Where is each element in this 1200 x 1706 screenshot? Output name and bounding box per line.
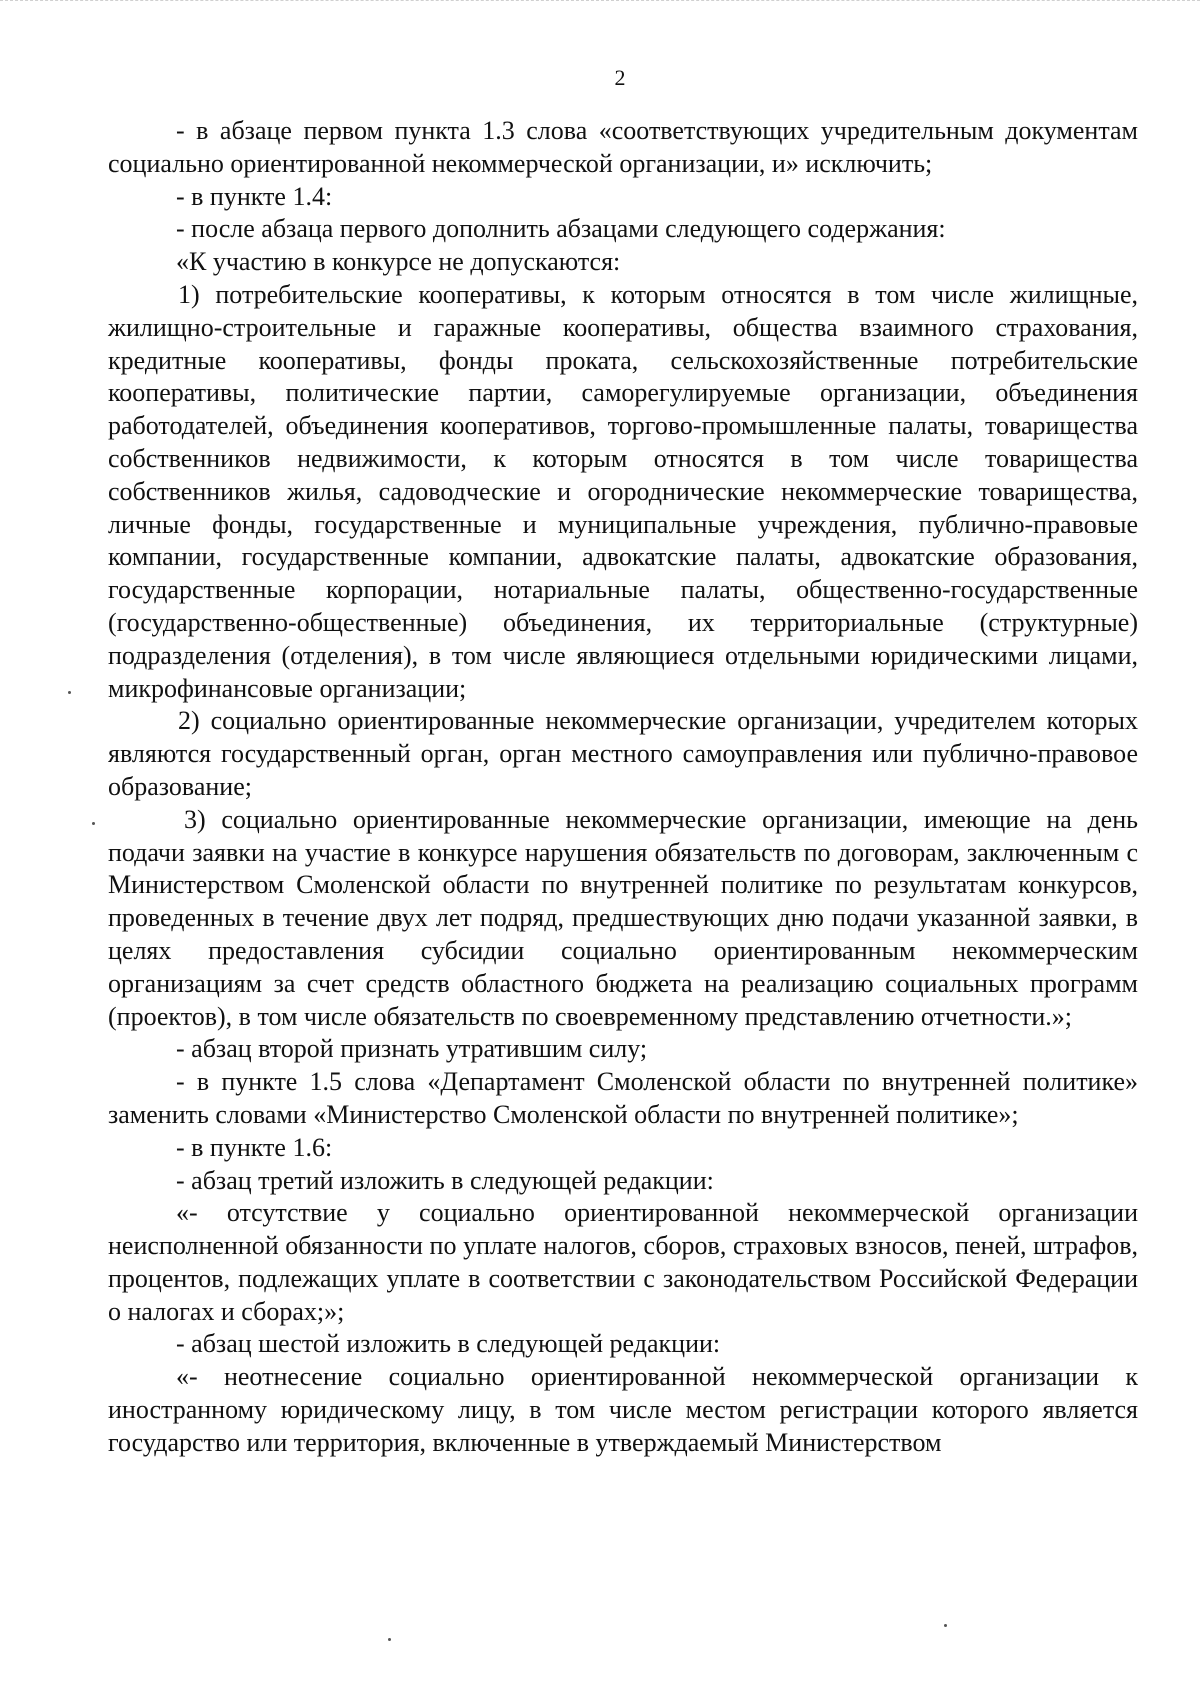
paragraph-add-after-first: - после абзаца первого дополнить абзацами следующего содержания: — [176, 214, 946, 244]
paragraph-third-edit: - абзац третий изложить в следующей редакции: — [176, 1165, 714, 1195]
scan-speck — [92, 822, 95, 825]
scan-speck — [944, 1624, 947, 1627]
paragraph-not-admitted: «К участию в конкурсе не допускаются: — [176, 247, 621, 277]
scan-edge-artifact — [0, 0, 1200, 7]
paragraph-item-1-4: - в пункте 1.4: — [176, 181, 333, 211]
scan-speck — [388, 1638, 391, 1641]
list-item-2: 2) социально ориентированные некоммерческие организации, учредителем которых являются государственный орган, орган местного самоуправления или публично-правовое образование; — [108, 706, 1138, 801]
scan-speck — [68, 691, 71, 694]
paragraph-sixth-edit: - абзац шестой изложить в следующей редакции: — [176, 1329, 721, 1359]
paragraph-item-1-3: - в абзаце первом пункта 1.3 слова «соответствующих учредительным документам социально ориентированной некоммерческой организации, и» исключить; — [108, 116, 1138, 178]
list-item-1: 1) потребительские кооперативы, к которым относятся в том числе жилищные, жилищно-строительные и гаражные кооперативы, общества взаимного страхования, кредитные кооперативы, фонды проката, сельскохозяйственные потребительские кооперативы, политические партии, саморегулируемые организации, объединения работодателей, объединения кооперативов, торгово-промышленные палаты, товарищества собственников недвижимости, к которым относятся в том числе товарищества собственников жилья, садоводческие и огороднические некоммерческие товарищества, личные фонды, государственные и муниципальные учреждения, публично-правовые компании, государственные компании, адвокатские палаты, адвокатские образования, государственные корпорации, нотариальные палаты, общественно-государственные (государственно-общественные) объединения, их территориальные (структурные) подразделения (отделения), в том числе являющиеся отдельными юридическими лицами, микрофинансовые организации; — [108, 279, 1138, 703]
paragraph-item-1-5: - в пункте 1.5 слова «Департамент Смоленской области по внутренней политике» заменить словами «Министерство Смоленской области по внутренней политике»; — [108, 1067, 1138, 1129]
quote-not-foreign-entity: «- неотнесение социально ориентированной некоммерческой организации к иностранному юридическому лицу, в том числе местом регистрации которого является государство или территория, включенные в утверждаемый Министерством — [108, 1362, 1138, 1457]
document-body — [108, 115, 1138, 1460]
paragraph-second-invalid: - абзац второй признать утратившим силу; — [176, 1034, 648, 1064]
quote-no-tax-debt: «- отсутствие у социально ориентированной некоммерческой организации неисполненной обязанности по уплате налогов, сборов, страховых взносов, пеней, штрафов, процентов, подлежащих уплате в соответствии с законодательством Российской Федерации о налогах и сборах;»; — [108, 1198, 1138, 1326]
list-item-3: 3) социально ориентированные некоммерческие организации, имеющие на день подачи заявки на участие в конкурсе нарушения обязательств по договорам, заключенным с Министерством Смоленской области по внутренней политике по результатам конкурсов, проведенных в течение двух лет подряд, предшествующих дню подачи указанной заявки, в целях предоставления субсидии социально ориентированным некоммерческим организациям за счет средств областного бюджета на реализацию социальных программ (проектов), в том числе обязательств по своевременному представлению отчетности.»; — [108, 804, 1138, 1031]
paragraph-item-1-6: - в пункте 1.6: — [176, 1132, 333, 1162]
page-number: 2 — [614, 65, 626, 90]
